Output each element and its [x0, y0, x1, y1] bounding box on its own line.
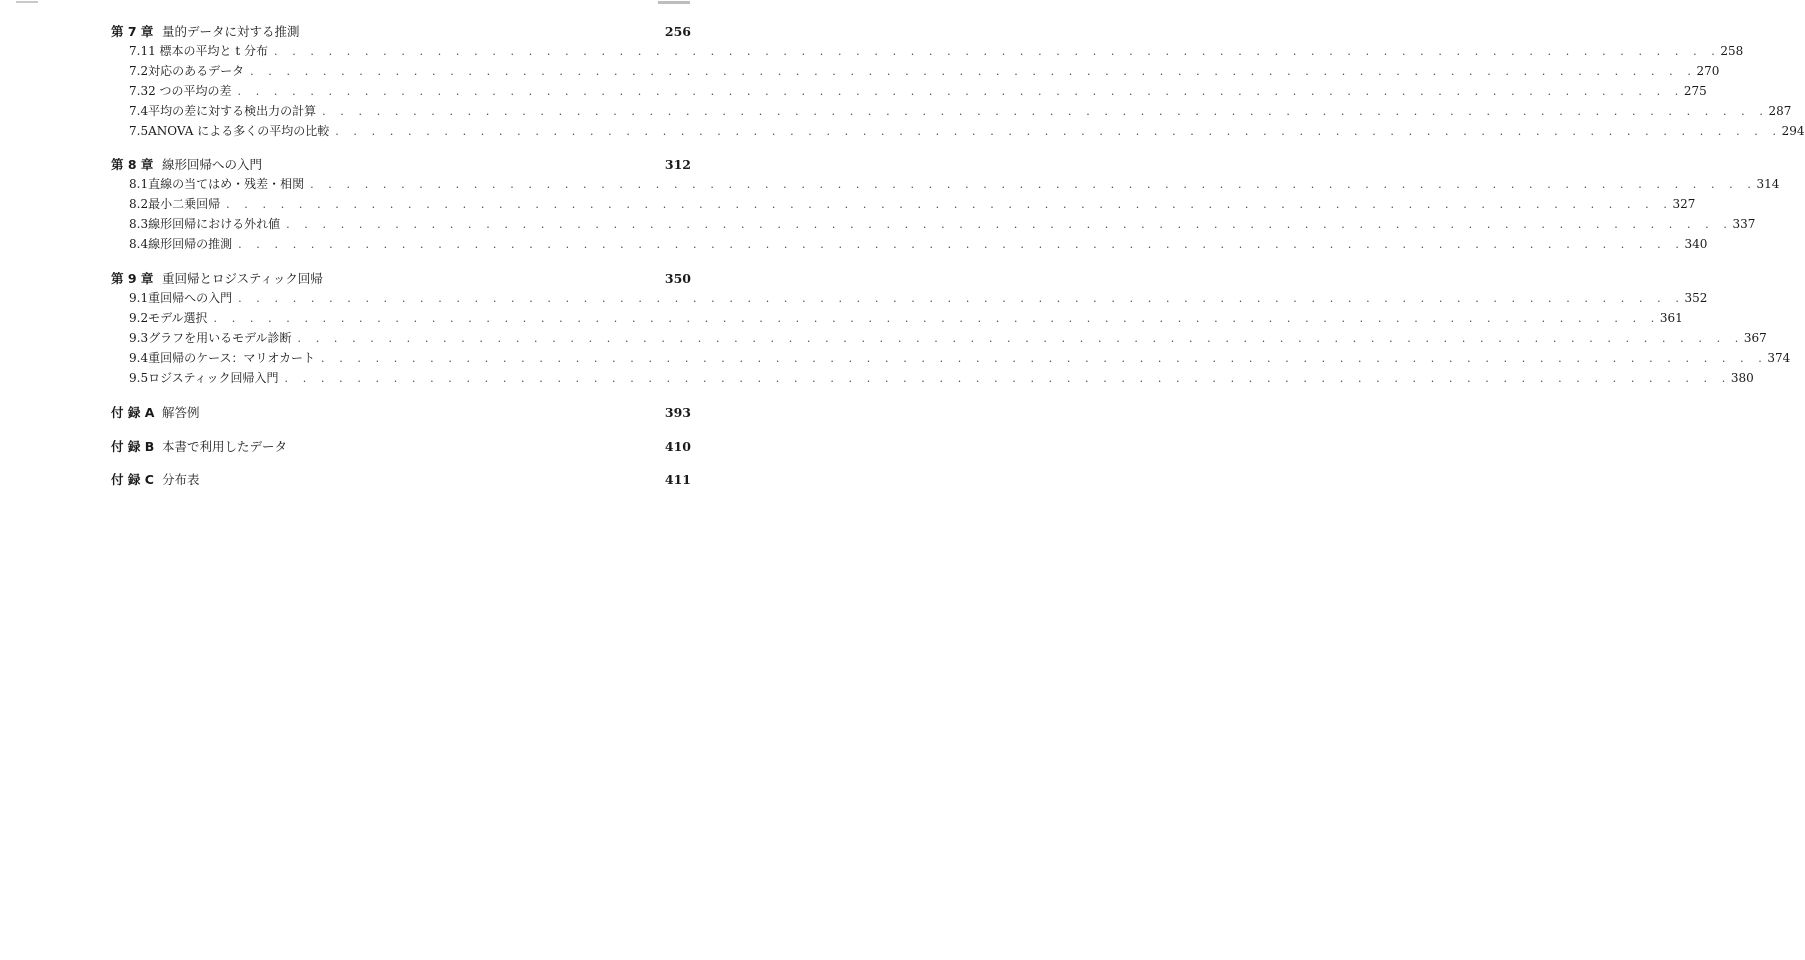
- appendix-title: 本書で利用したデータ: [162, 439, 288, 454]
- section-page-number: 361: [1659, 311, 1683, 325]
- section-number: 7.5: [129, 124, 149, 138]
- section-number: 9.2: [129, 311, 149, 325]
- section-entry[interactable]: [111, 195, 1696, 215]
- section-page-number: 352: [1684, 291, 1708, 305]
- section-title: 線形回帰の推測: [148, 237, 233, 251]
- chapter-number: 第 7 章: [111, 24, 154, 39]
- section-number: 9.5: [129, 371, 149, 385]
- section-entry[interactable]: [111, 122, 1805, 142]
- chapter-entry[interactable]: [111, 269, 691, 289]
- appendix-title: 分布表: [162, 472, 200, 487]
- section-number: 9.4: [129, 351, 149, 365]
- section-page-number: 340: [1684, 237, 1708, 251]
- appendix-label: 付 録 B: [111, 439, 155, 454]
- section-entry[interactable]: [111, 175, 1780, 195]
- section-title: 重回帰のケース：マリオカート: [148, 351, 316, 365]
- dot-leader: . . . . . . . . . . . . . . . . . . . . . . . . . . . . . . . . . . . . . . . . . . . . . . . . . . . . . . . . . . . . . . . . . . . . . . . . . . . . . . . .: [213, 312, 1660, 325]
- appendix-page-number: 411: [664, 472, 691, 487]
- dot-leader: . . . . . . . . . . . . . . . . . . . . . . . . . . . . . . . . . . . . . . . . . . . . . . . . . . . . . . . . . . . . . . . . . . . . . . . . . . . . . . . .: [284, 372, 1731, 385]
- section-number: 8.2: [129, 197, 149, 211]
- section-entry[interactable]: [111, 329, 1767, 349]
- section-title: 最小二乗回帰: [148, 197, 221, 211]
- chapter-number: 第 9 章: [111, 271, 154, 286]
- section-number: 8.4: [129, 237, 149, 251]
- dot-leader: . . . . . . . . . . . . . . . . . . . . . . . . . . . . . . . . . . . . . . . . . . . . . . . . . . . . . . . . . . . . . . . . . . . . . . . . . . . . . . . .: [335, 125, 1782, 138]
- chapter-page-number: 350: [664, 271, 691, 286]
- dot-leader: . . . . . . . . . . . . . . . . . . . . . . . . . . . . . . . . . . . . . . . . . . . . . . . . . . . . . . . . . . . . . . . . . . . . . . . . . . . . . . . .: [226, 198, 1673, 211]
- section-title: 対応のあるデータ: [148, 64, 245, 78]
- section-number: 7.3: [129, 84, 149, 98]
- chapter-number: 第 8 章: [111, 157, 154, 172]
- section-entry[interactable]: [111, 62, 1720, 82]
- section-entry[interactable]: [111, 235, 1708, 255]
- section-entry[interactable]: [111, 42, 1744, 62]
- section-title: ANOVA による多くの平均の比較: [148, 124, 330, 138]
- dot-leader: . . . . . . . . . . . . . . . . . . . . . . . . . . . . . . . . . . . . . . . . . . . . . . . . . . . . . . . . . . . . . . . . . . . . . . . . . . . . . . . .: [238, 292, 1685, 305]
- appendix-page-number: 393: [664, 405, 691, 420]
- section-entry[interactable]: [111, 349, 1791, 369]
- section-title: 2 つの平均の差: [148, 84, 232, 98]
- appendix-page-number: 410: [664, 439, 691, 454]
- section-title: 1 標本の平均と t 分布: [148, 44, 268, 58]
- section-title: 重回帰への入門: [148, 291, 233, 305]
- section-entry[interactable]: [111, 102, 1792, 122]
- section-number: 8.3: [129, 217, 149, 231]
- chapter-entry[interactable]: [111, 155, 691, 175]
- chapter-title: 線形回帰への入門: [162, 157, 263, 172]
- dot-leader: . . . . . . . . . . . . . . . . . . . . . . . . . . . . . . . . . . . . . . . . . . . . . . . . . . . . . . . . . . . . . . . . . . . . . . . . . . . . . . . .: [322, 105, 1769, 118]
- dot-leader: . . . . . . . . . . . . . . . . . . . . . . . . . . . . . . . . . . . . . . . . . . . . . . . . . . . . . . . . . . . . . . . . . . . . . . . . . . . . . . . .: [286, 218, 1733, 231]
- section-page-number: 287: [1768, 104, 1792, 118]
- section-page-number: 367: [1743, 331, 1767, 345]
- section-entry[interactable]: [111, 369, 1754, 389]
- dot-leader: . . . . . . . . . . . . . . . . . . . . . . . . . . . . . . . . . . . . . . . . . . . . . . . . . . . . . . . . . . . . . . . . . . . . . . . . . . . . . . . .: [238, 238, 1685, 251]
- section-title: グラフを用いるモデル診断: [148, 331, 292, 345]
- section-number: 9.3: [129, 331, 149, 345]
- section-title: 平均の差に対する検出力の計算: [148, 104, 317, 118]
- dot-leader: . . . . . . . . . . . . . . . . . . . . . . . . . . . . . . . . . . . . . . . . . . . . . . . . . . . . . . . . . . . . . . . . . . . . . . . . . . . . . . . .: [250, 65, 1697, 78]
- appendix-entry[interactable]: [111, 470, 691, 490]
- section-entry[interactable]: [111, 215, 1756, 235]
- section-number: 7.4: [129, 104, 149, 118]
- dot-leader: . . . . . . . . . . . . . . . . . . . . . . . . . . . . . . . . . . . . . . . . . . . . . . . . . . . . . . . . . . . . . . . . . . . . . . . . . . . . . . . .: [237, 85, 1684, 98]
- appendix-title: 解答例: [162, 405, 200, 420]
- section-title: ロジスティック回帰入門: [148, 371, 279, 385]
- dot-leader: . . . . . . . . . . . . . . . . . . . . . . . . . . . . . . . . . . . . . . . . . . . . . . . . . . . . . . . . . . . . . . . . . . . . . . . . . . . . . . . .: [297, 332, 1744, 345]
- chapter-entry[interactable]: [111, 22, 691, 42]
- chapter-title: 重回帰とロジスティック回帰: [162, 271, 323, 286]
- appendix-label: 付 録 C: [111, 472, 154, 487]
- dot-leader: . . . . . . . . . . . . . . . . . . . . . . . . . . . . . . . . . . . . . . . . . . . . . . . . . . . . . . . . . . . . . . . . . . . . . . . . . . . . . . . .: [274, 45, 1721, 58]
- header-fragment-right: [658, 0, 690, 4]
- section-number: 9.1: [129, 291, 149, 305]
- section-entry[interactable]: [111, 82, 1707, 102]
- chapter-title: 量的データに対する推測: [162, 24, 300, 39]
- section-title: モデル選択: [148, 311, 208, 325]
- section-page-number: 380: [1730, 371, 1754, 385]
- section-entry[interactable]: [111, 289, 1708, 309]
- section-title: 直線の当てはめ・残差・相関: [148, 177, 305, 191]
- section-page-number: 327: [1672, 197, 1696, 211]
- section-page-number: 258: [1720, 44, 1744, 58]
- cropped-running-header: [0, 0, 800, 3]
- header-fragment-left: [16, 0, 38, 3]
- chapter-page-number: 256: [664, 24, 691, 39]
- appendix-entry[interactable]: [111, 403, 691, 423]
- section-page-number: 270: [1696, 64, 1720, 78]
- appendix-label: 付 録 A: [111, 405, 155, 420]
- section-page-number: 294: [1781, 124, 1805, 138]
- dot-leader: . . . . . . . . . . . . . . . . . . . . . . . . . . . . . . . . . . . . . . . . . . . . . . . . . . . . . . . . . . . . . . . . . . . . . . . . . . . . . . . .: [321, 352, 1768, 365]
- section-number: 7.1: [129, 44, 149, 58]
- appendix-entry[interactable]: [111, 437, 691, 457]
- section-page-number: 275: [1683, 84, 1707, 98]
- dot-leader: . . . . . . . . . . . . . . . . . . . . . . . . . . . . . . . . . . . . . . . . . . . . . . . . . . . . . . . . . . . . . . . . . . . . . . . . . . . . . . . .: [310, 178, 1757, 191]
- section-number: 8.1: [129, 177, 149, 191]
- section-entry[interactable]: [111, 309, 1683, 329]
- section-number: 7.2: [129, 64, 149, 78]
- chapter-page-number: 312: [664, 157, 691, 172]
- section-title: 線形回帰における外れ値: [148, 217, 281, 231]
- section-page-number: 337: [1732, 217, 1756, 231]
- section-page-number: 314: [1756, 177, 1780, 191]
- section-page-number: 374: [1767, 351, 1791, 365]
